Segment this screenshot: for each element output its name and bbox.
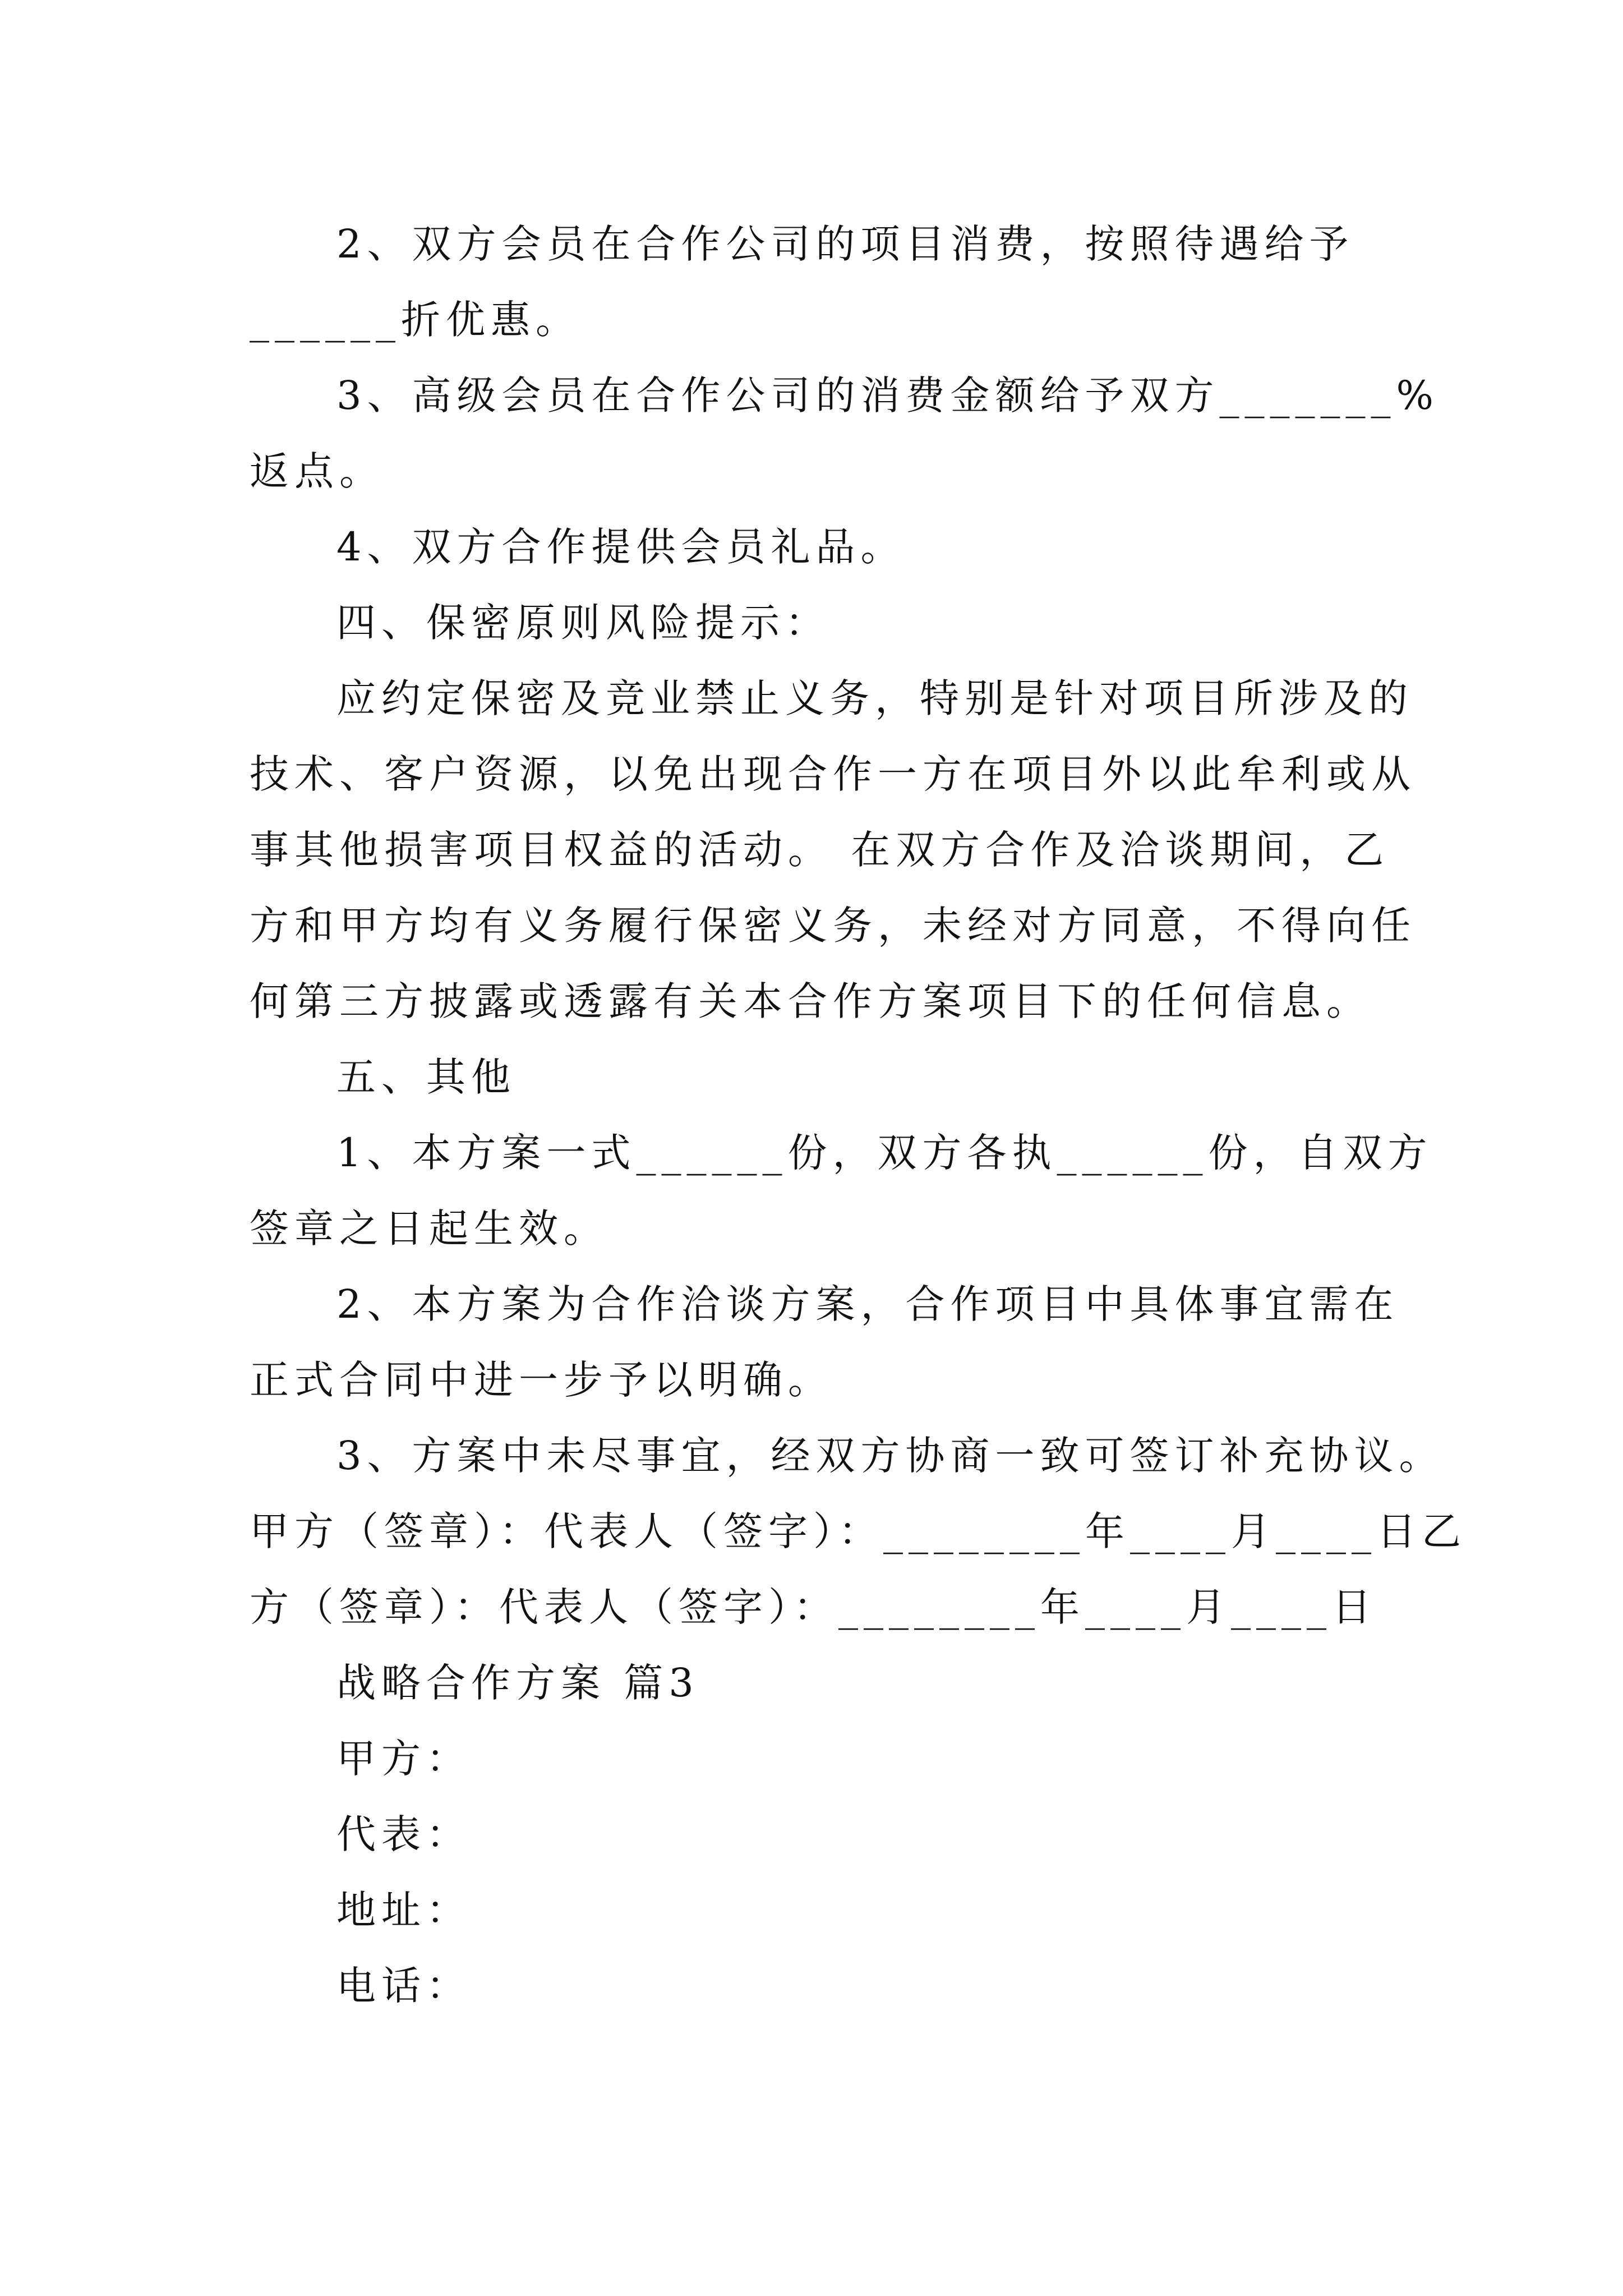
signature-line-party-b: 方（签章）：代表人（签字）：________年____月____日	[250, 1584, 1377, 1630]
clause-2-discount-line2: ______折优惠。	[250, 297, 580, 343]
clause-2-discount-line1: 2、双方会员在合作公司的项目消费，按照待遇给予	[336, 221, 1354, 267]
confidentiality-para-line4: 方和甲方均有义务履行保密义务，未经对方同意，不得向任	[250, 903, 1416, 949]
party-a-label: 甲方：	[336, 1736, 471, 1782]
other-clause-1-line1: 1、本方案一式______份，双方各执______份，自双方	[336, 1130, 1433, 1176]
representative-label: 代表：	[336, 1811, 471, 1857]
confidentiality-para-line5: 何第三方披露或透露有关本合作方案项目下的任何信息。	[250, 978, 1371, 1024]
other-clause-3: 3、方案中未尽事宜，经双方协商一致可签订补充协议。	[336, 1433, 1444, 1479]
clause-3-rebate-line2: 返点。	[250, 448, 384, 494]
confidentiality-para-line1: 应约定保密及竞业禁止义务，特别是针对项目所涉及的	[336, 675, 1413, 721]
other-clause-1-line2: 签章之日起生效。	[250, 1205, 608, 1251]
other-clause-2-line2: 正式合同中进一步予以明确。	[250, 1357, 833, 1403]
section-5-heading: 五、其他	[336, 1054, 516, 1100]
plan-3-title: 战略合作方案 篇3	[336, 1660, 699, 1706]
clause-3-rebate-line1: 3、高级会员在合作公司的消费金额给予双方_______%	[336, 372, 1440, 418]
clause-4-gifts: 4、双方合作提供会员礼品。	[336, 524, 906, 570]
signature-line-party-a: 甲方（签章）：代表人（签字）：________年____月____日乙	[250, 1508, 1467, 1554]
other-clause-2-line1: 2、本方案为合作洽谈方案，合作项目中具体事宜需在	[336, 1281, 1399, 1327]
confidentiality-para-line3: 事其他损害项目权益的活动。 在双方合作及洽谈期间，乙	[250, 827, 1390, 873]
section-4-heading: 四、保密原则风险提示：	[336, 600, 830, 646]
phone-label: 电话：	[336, 1963, 471, 2009]
confidentiality-para-line2: 技术、客户资源，以免出现合作一方在项目外以此牟利或从	[250, 751, 1416, 797]
address-label: 地址：	[336, 1887, 471, 1933]
